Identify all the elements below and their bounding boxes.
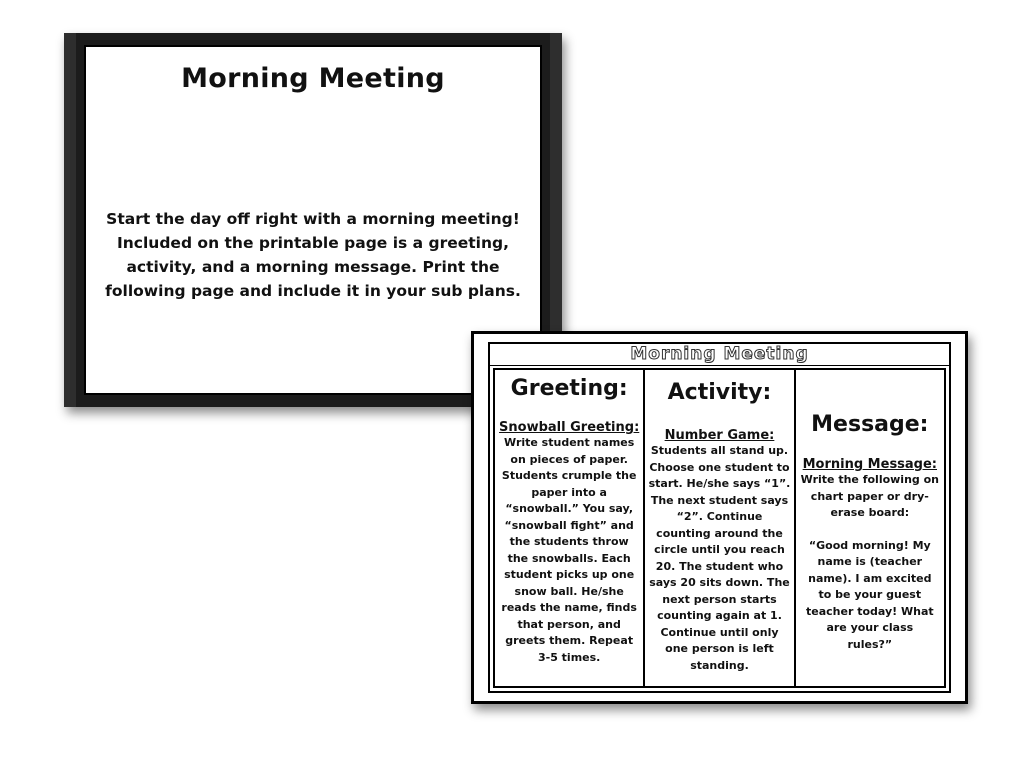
- greeting-column: [495, 370, 643, 686]
- greeting-text: Write student names on pieces of paper. Students crumple the paper into a “snowball.” You say, “snowball fight” and the students throw the snowballs. Each student picks up one snow ball. He/she reads the name, finds that person, and greets them. Repeat 3-5 times.: [501, 436, 637, 664]
- printable-page-frame: [488, 342, 951, 693]
- slide-frame-left-edge: [64, 33, 76, 407]
- message-quote: “Good morning! My name is (teacher name). I am excited to be your guest teacher today! What are your class rules?”: [805, 538, 934, 651]
- printable-page-title: Morning Meeting: [490, 344, 949, 366]
- message-subheading: Morning Message:: [802, 457, 938, 472]
- greeting-heading: Greeting:: [510, 376, 628, 401]
- printable-columns: [493, 368, 946, 688]
- activity-subheading: Number Game:: [664, 428, 775, 443]
- activity-text: Students all stand up. Choose one student to start. He/she says “1”. The next student says “2”. Continue counting around the circle until you reach 20. The student who says 20 sits down. The next person starts counting again at 1. Continue until only one person is left standing.: [648, 444, 791, 672]
- activity-column: [643, 370, 793, 686]
- message-column: [794, 370, 944, 686]
- message-heading: Message:: [811, 412, 929, 437]
- intro-slide-title: Morning Meeting: [181, 63, 445, 94]
- printable-page-card: [471, 331, 968, 704]
- greeting-subheading: Snowball Greeting:: [499, 420, 640, 435]
- message-instructions: Write the following on chart paper or dry-erase board:: [800, 473, 939, 519]
- activity-heading: Activity:: [667, 380, 772, 405]
- intro-slide-body: Start the day off right with a morning meeting! Included on the printable page is a greeting, activity, and a morning message. Print the following page and include it in your sub plans.: [105, 210, 521, 300]
